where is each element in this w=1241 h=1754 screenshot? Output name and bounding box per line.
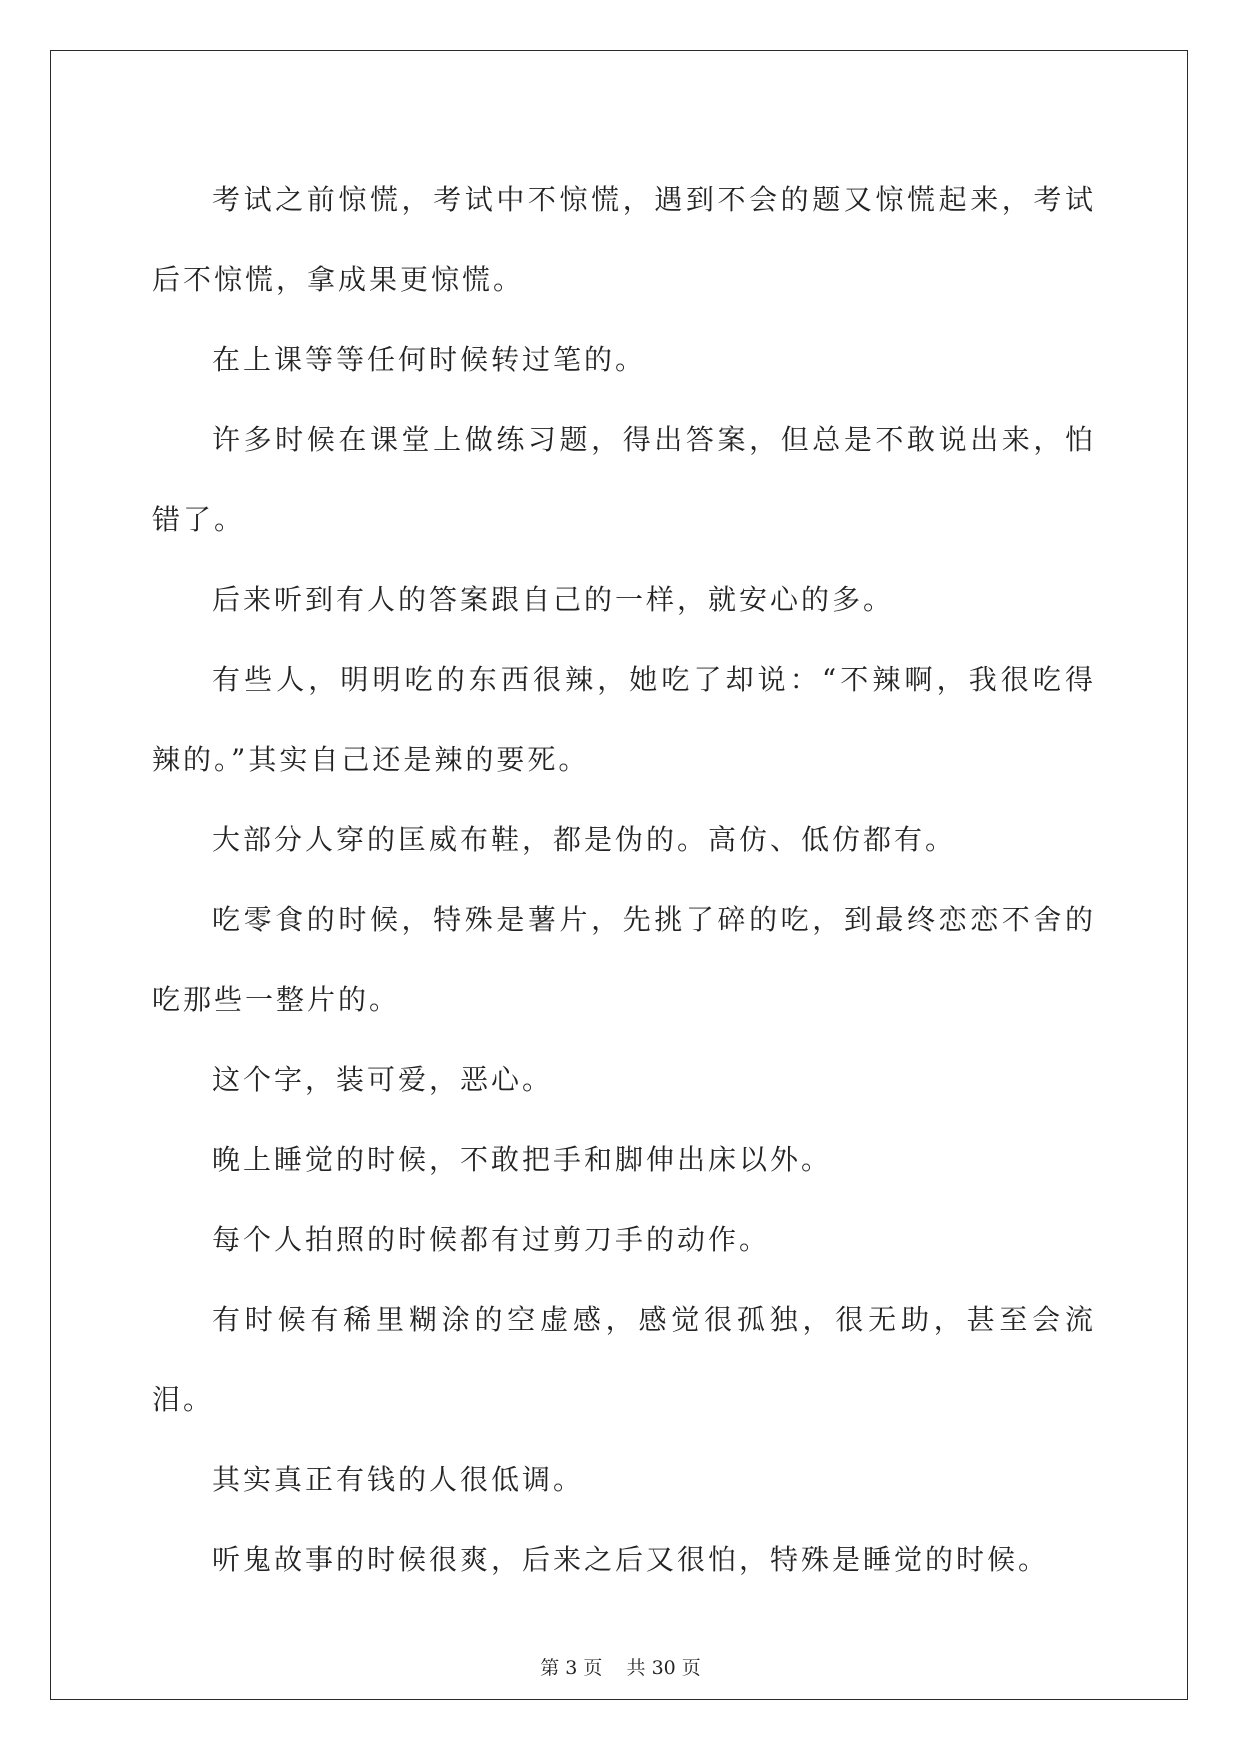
paragraph: 在上课等等任何时候转过笔的。 <box>212 343 647 376</box>
paragraph: 有些人，明明吃的东西很辣，她吃了却说：“不辣啊，我很吃得辣的。”其实自己还是辣的要死。 <box>152 663 1096 776</box>
paragraph: 考试之前惊慌，考试中不惊慌，遇到不会的题又惊慌起来，考试后不惊慌，拿成果更惊慌。 <box>152 183 1096 296</box>
paragraph: 每个人拍照的时候都有过剪刀手的动作。 <box>212 1223 771 1256</box>
paragraph: 许多时候在课堂上做练习题，得出答案，但总是不敢说出来，怕错了。 <box>152 423 1096 536</box>
page-total: 共 30 页 <box>626 1657 701 1679</box>
paragraph: 晚上睡觉的时候，不敢把手和脚伸出床以外。 <box>212 1143 833 1176</box>
page-footer <box>0 1653 1241 1680</box>
paragraph: 大部分人穿的匡威布鞋，都是伪的。高仿、低仿都有。 <box>212 823 957 856</box>
paragraph: 听鬼故事的时候很爽，后来之后又很怕，特殊是睡觉的时候。 <box>212 1543 1050 1576</box>
paragraph: 其实真正有钱的人很低调。 <box>212 1463 585 1496</box>
paragraph: 有时候有稀里糊涂的空虚感，感觉很孤独，很无助，甚至会流泪。 <box>152 1303 1096 1416</box>
paragraph: 吃零食的时候，特殊是薯片，先挑了碎的吃，到最终恋恋不舍的吃那些一整片的。 <box>152 903 1096 1016</box>
paragraph: 后来听到有人的答案跟自己的一样，就安心的多。 <box>212 583 895 616</box>
document-body <box>152 160 1096 1600</box>
page-number: 第 3 页 <box>540 1657 603 1679</box>
paragraph: 这个字，装可爱，恶心。 <box>212 1063 554 1096</box>
